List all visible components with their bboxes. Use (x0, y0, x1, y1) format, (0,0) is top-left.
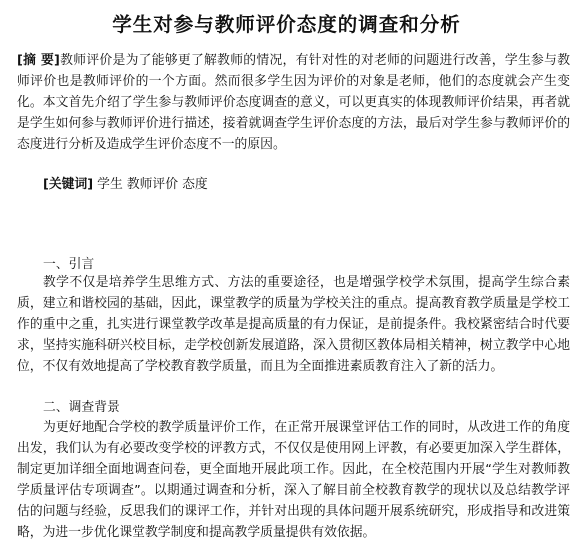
document-title: 学生对参与教师评价态度的调查和分析 (112, 13, 461, 36)
section-heading-intro: 一、引言 (43, 257, 95, 272)
section-paragraph-intro: 教学不仅是培养学生思维方式、方法的重要途径，也是增强学校学术氛围，提高学生综合素质，建立和谐校园的基础，因此，课堂教学的质量为学校关注的重点。提高教育教学质量是学校工作的重中之重，扎实进行课堂教学改革是提高质量的有力保证，是前提条件。我校紧密结合时代要求，坚持实施科研兴校目标，走学校创新发展道路，深入贯彻区教体局相关精神，树立教学中心地位，不仅有效地提高了学校教育教学质量，而且为全面推进素质教育注入了新的活力。 (17, 275, 570, 374)
keywords-text: 学生 教师评价 态度 (97, 177, 208, 192)
section-heading-background: 二、调查背景 (43, 400, 120, 415)
section-paragraph-background: 为更好地配合学校的教学质量评价工作，在正常开展课堂评估工作的同时，从改进工作的角度出发，我们认为有必要改变学校的评教方式，不仅仅是使用网上评教，有必要更加深入学生群体，制定更加详细全面地调查问卷，更全面地开展此项工作。因此，在全校范围内开展“学生对教师教学质量评估专项调查”。以期通过调查和分析，深入了解目前全校教育教学的现状以及总结教学评估的问题与经验，反思我们的课评工作，并针对出现的具体问题开展系统研究，形成指导和改进策略，为进一步优化课堂教学制度和提高教学质量提供有效依据。 (17, 420, 570, 540)
keywords-line (43, 176, 208, 194)
abstract-label: [摘 要] (17, 53, 60, 68)
abstract-text: 教师评价是为了能够更了解教师的情况，有针对性的对老师的问题进行改善，学生参与教师评价也是教师评价的一个方面。然而很多学生因为评价的对象是老师，他们的态度就会产生变化。本文首先介绍了学生参与教师评价态度调查的意义，可以更真实的体现教师评价结果，再者就是学生如何参与教师评价进行描述，接着就调查学生评价态度的方法，最后对学生参与教师评价的态度进行分析及造成学生评价态度不一的原因。 (17, 53, 571, 152)
keywords-label: [关键词] (43, 177, 94, 192)
abstract-block (17, 50, 570, 155)
